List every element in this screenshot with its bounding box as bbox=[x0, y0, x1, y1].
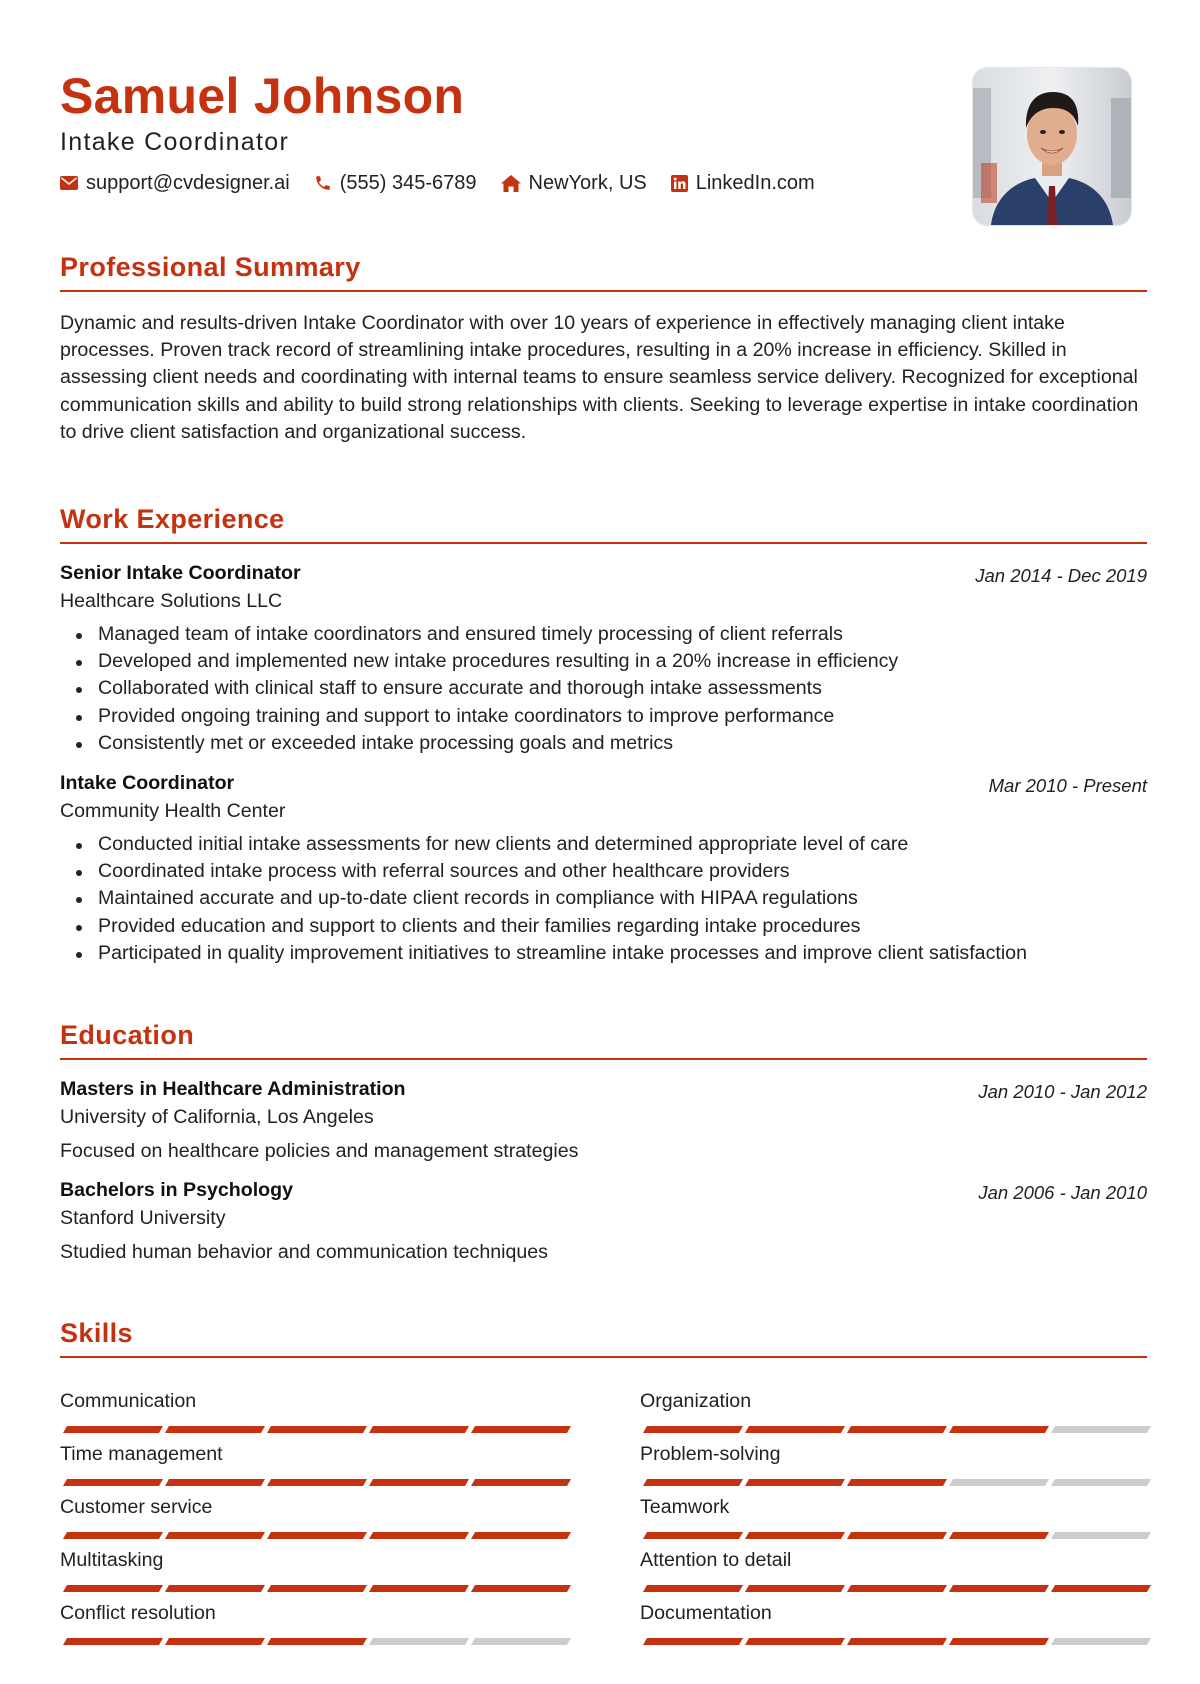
skill-level-segment-empty bbox=[1051, 1638, 1151, 1645]
skill-level-segment-filled bbox=[643, 1479, 743, 1486]
skill-level-bar bbox=[65, 1532, 569, 1539]
summary-text: Dynamic and results-driven Intake Coordinator with over 10 years of experience in effectively managing client intake processes. Proven track record of streamlining intake procedures, resulting in a 20% increase in efficiency. Skilled in assessing client needs and coordinating with internal teams to ensure seamless service delivery. Recognized for exceptional communication skills and ability to build strong relationships with clients. Seeking to leverage expertise in intake coordination to drive client satisfaction and organizational success. bbox=[60, 311, 1139, 444]
skill-level-segment-filled bbox=[949, 1532, 1049, 1539]
section-divider bbox=[60, 542, 1147, 544]
phone-icon bbox=[314, 174, 332, 192]
bullet-item: Consistently met or exceeded intake processing goals and metrics bbox=[60, 730, 1147, 757]
skill-level-segment-empty bbox=[1051, 1532, 1151, 1539]
skill-level-bar bbox=[645, 1532, 1149, 1539]
job-entry bbox=[60, 560, 1147, 758]
education-description: Focused on healthcare policies and management strategies bbox=[60, 1139, 579, 1162]
profile-photo bbox=[973, 68, 1131, 225]
skill-level-segment-filled bbox=[949, 1638, 1049, 1645]
skill-item bbox=[640, 1547, 1145, 1599]
resume-header bbox=[60, 0, 1147, 230]
skill-item bbox=[640, 1494, 1145, 1546]
skill-level-segment-filled bbox=[63, 1479, 163, 1486]
skill-level-segment-filled bbox=[165, 1585, 265, 1592]
candidate-name: Samuel Johnson bbox=[60, 68, 465, 124]
degree-title: Bachelors in Psychology bbox=[60, 1178, 294, 1201]
job-company: Healthcare Solutions LLC bbox=[60, 589, 283, 612]
education-dates: Jan 2006 - Jan 2010 bbox=[978, 1181, 1147, 1203]
skill-level-segment-filled bbox=[63, 1585, 163, 1592]
bullet-item: Conducted initial intake assessments for new clients and determined appropriate level of care bbox=[60, 831, 1147, 858]
skill-level-segment-filled bbox=[267, 1638, 367, 1645]
skill-level-segment-filled bbox=[949, 1585, 1049, 1592]
skill-level-segment-empty bbox=[1051, 1426, 1151, 1433]
home-icon bbox=[501, 175, 521, 192]
skill-level-segment-filled bbox=[847, 1532, 947, 1539]
education-section bbox=[60, 1018, 1147, 1266]
skill-item bbox=[60, 1600, 565, 1652]
education-entry bbox=[60, 1177, 1147, 1266]
bullet-item: Maintained accurate and up-to-date client records in compliance with HIPAA regulations bbox=[60, 885, 1147, 912]
skill-level-segment-filled bbox=[165, 1638, 265, 1645]
job-entry bbox=[60, 770, 1147, 968]
job-bullets bbox=[60, 621, 1147, 758]
section-divider bbox=[60, 1356, 1147, 1358]
job-dates: Mar 2010 - Present bbox=[988, 774, 1147, 796]
skill-item bbox=[60, 1441, 565, 1493]
education-heading: Education bbox=[60, 1020, 195, 1050]
skill-level-segment-filled bbox=[643, 1585, 743, 1592]
school-name: University of California, Los Angeles bbox=[60, 1105, 374, 1128]
skill-level-segment-empty bbox=[949, 1479, 1049, 1486]
skill-level-segment-filled bbox=[949, 1426, 1049, 1433]
skill-level-segment-filled bbox=[745, 1585, 845, 1592]
experience-heading: Work Experience bbox=[60, 504, 285, 534]
bullet-item: Provided ongoing training and support to intake coordinators to improve performance bbox=[60, 703, 1147, 730]
contact-email[interactable] bbox=[60, 170, 290, 196]
skill-name: Time management bbox=[60, 1443, 223, 1465]
skill-level-segment-filled bbox=[1051, 1585, 1151, 1592]
skill-level-bar bbox=[65, 1479, 569, 1486]
skill-level-segment-filled bbox=[471, 1479, 571, 1486]
skill-name: Customer service bbox=[60, 1496, 213, 1518]
skill-level-bar bbox=[645, 1638, 1149, 1645]
summary-heading: Professional Summary bbox=[60, 252, 361, 282]
skill-level-bar bbox=[645, 1426, 1149, 1433]
bullet-item: Coordinated intake process with referral sources and other healthcare providers bbox=[60, 858, 1147, 885]
skill-level-segment-filled bbox=[267, 1532, 367, 1539]
skill-item bbox=[60, 1388, 565, 1440]
skill-level-segment-filled bbox=[267, 1426, 367, 1433]
skill-item bbox=[640, 1441, 1145, 1493]
skill-level-segment-filled bbox=[745, 1638, 845, 1645]
skill-level-segment-empty bbox=[1051, 1479, 1151, 1486]
contact-linkedin-text: LinkedIn.com bbox=[695, 172, 815, 194]
skill-level-segment-filled bbox=[745, 1532, 845, 1539]
contact-location bbox=[501, 170, 647, 196]
job-dates: Jan 2014 - Dec 2019 bbox=[975, 564, 1147, 586]
summary-section bbox=[60, 250, 1147, 447]
skill-name: Attention to detail bbox=[640, 1549, 792, 1571]
skill-item bbox=[60, 1547, 565, 1599]
skill-name: Multitasking bbox=[60, 1549, 164, 1571]
skills-section bbox=[60, 1316, 1147, 1358]
skill-level-segment-filled bbox=[267, 1585, 367, 1592]
skill-level-bar bbox=[65, 1585, 569, 1592]
skill-item bbox=[60, 1494, 565, 1546]
skill-level-segment-empty bbox=[471, 1638, 571, 1645]
skill-level-segment-filled bbox=[847, 1426, 947, 1433]
skill-level-segment-filled bbox=[369, 1479, 469, 1486]
skill-level-segment-filled bbox=[369, 1532, 469, 1539]
candidate-title: Intake Coordinator bbox=[60, 128, 290, 156]
skill-level-segment-filled bbox=[643, 1638, 743, 1645]
bullet-item: Developed and implemented new intake procedures resulting in a 20% increase in efficiency bbox=[60, 648, 1147, 675]
skill-level-segment-filled bbox=[471, 1426, 571, 1433]
skill-level-segment-filled bbox=[745, 1426, 845, 1433]
skill-level-segment-filled bbox=[267, 1479, 367, 1486]
skill-level-segment-filled bbox=[63, 1426, 163, 1433]
skill-name: Communication bbox=[60, 1390, 197, 1412]
linkedin-icon bbox=[671, 175, 688, 192]
education-description: Studied human behavior and communication techniques bbox=[60, 1240, 548, 1263]
skills-heading: Skills bbox=[60, 1318, 133, 1348]
degree-title: Masters in Healthcare Administration bbox=[60, 1077, 406, 1100]
section-divider bbox=[60, 290, 1147, 292]
skill-name: Conflict resolution bbox=[60, 1602, 216, 1624]
school-name: Stanford University bbox=[60, 1206, 226, 1229]
skill-name: Organization bbox=[640, 1390, 752, 1412]
skill-level-segment-empty bbox=[369, 1638, 469, 1645]
bullet-item: Managed team of intake coordinators and ensured timely processing of client referrals bbox=[60, 621, 1147, 648]
skill-level-bar bbox=[65, 1426, 569, 1433]
envelope-icon bbox=[60, 176, 78, 190]
skill-level-segment-filled bbox=[165, 1479, 265, 1486]
skill-level-segment-filled bbox=[369, 1585, 469, 1592]
skill-level-segment-filled bbox=[165, 1426, 265, 1433]
skill-level-segment-filled bbox=[471, 1532, 571, 1539]
job-title: Intake Coordinator bbox=[60, 771, 235, 794]
contact-linkedin[interactable] bbox=[671, 170, 815, 196]
bullet-item: Provided education and support to clients and their families regarding intake procedures bbox=[60, 913, 1147, 940]
skill-name: Problem-solving bbox=[640, 1443, 781, 1465]
skill-name: Teamwork bbox=[640, 1496, 730, 1518]
contact-phone[interactable] bbox=[314, 170, 477, 196]
skill-level-segment-filled bbox=[63, 1638, 163, 1645]
skill-level-segment-filled bbox=[847, 1479, 947, 1486]
skill-level-segment-filled bbox=[847, 1585, 947, 1592]
bullet-item: Collaborated with clinical staff to ensure accurate and thorough intake assessments bbox=[60, 675, 1147, 702]
skill-level-bar bbox=[65, 1638, 569, 1645]
skill-level-segment-filled bbox=[471, 1585, 571, 1592]
skill-name: Documentation bbox=[640, 1602, 772, 1624]
skill-level-segment-filled bbox=[63, 1532, 163, 1539]
bullet-item: Participated in quality improvement initiatives to streamline intake processes and improve client satisfaction bbox=[60, 940, 1147, 967]
job-title: Senior Intake Coordinator bbox=[60, 561, 301, 584]
skill-item bbox=[640, 1600, 1145, 1652]
experience-section bbox=[60, 502, 1147, 968]
skill-level-segment-filled bbox=[369, 1426, 469, 1433]
skill-level-segment-filled bbox=[643, 1426, 743, 1433]
skill-level-bar bbox=[645, 1585, 1149, 1592]
education-dates: Jan 2010 - Jan 2012 bbox=[978, 1080, 1147, 1102]
skill-level-segment-filled bbox=[165, 1532, 265, 1539]
skill-item bbox=[640, 1388, 1145, 1440]
contact-email-text: support@cvdesigner.ai bbox=[86, 172, 290, 194]
resume-page bbox=[60, 0, 1147, 1684]
skill-level-bar bbox=[645, 1479, 1149, 1486]
contact-phone-text: (555) 345-6789 bbox=[339, 172, 477, 194]
job-company: Community Health Center bbox=[60, 799, 286, 822]
contact-location-text: NewYork, US bbox=[528, 172, 647, 194]
job-bullets bbox=[60, 831, 1147, 968]
education-entry bbox=[60, 1076, 1147, 1165]
contact-list bbox=[60, 170, 815, 196]
section-divider bbox=[60, 1058, 1147, 1060]
skill-level-segment-filled bbox=[847, 1638, 947, 1645]
skill-level-segment-filled bbox=[745, 1479, 845, 1486]
skill-level-segment-filled bbox=[643, 1532, 743, 1539]
